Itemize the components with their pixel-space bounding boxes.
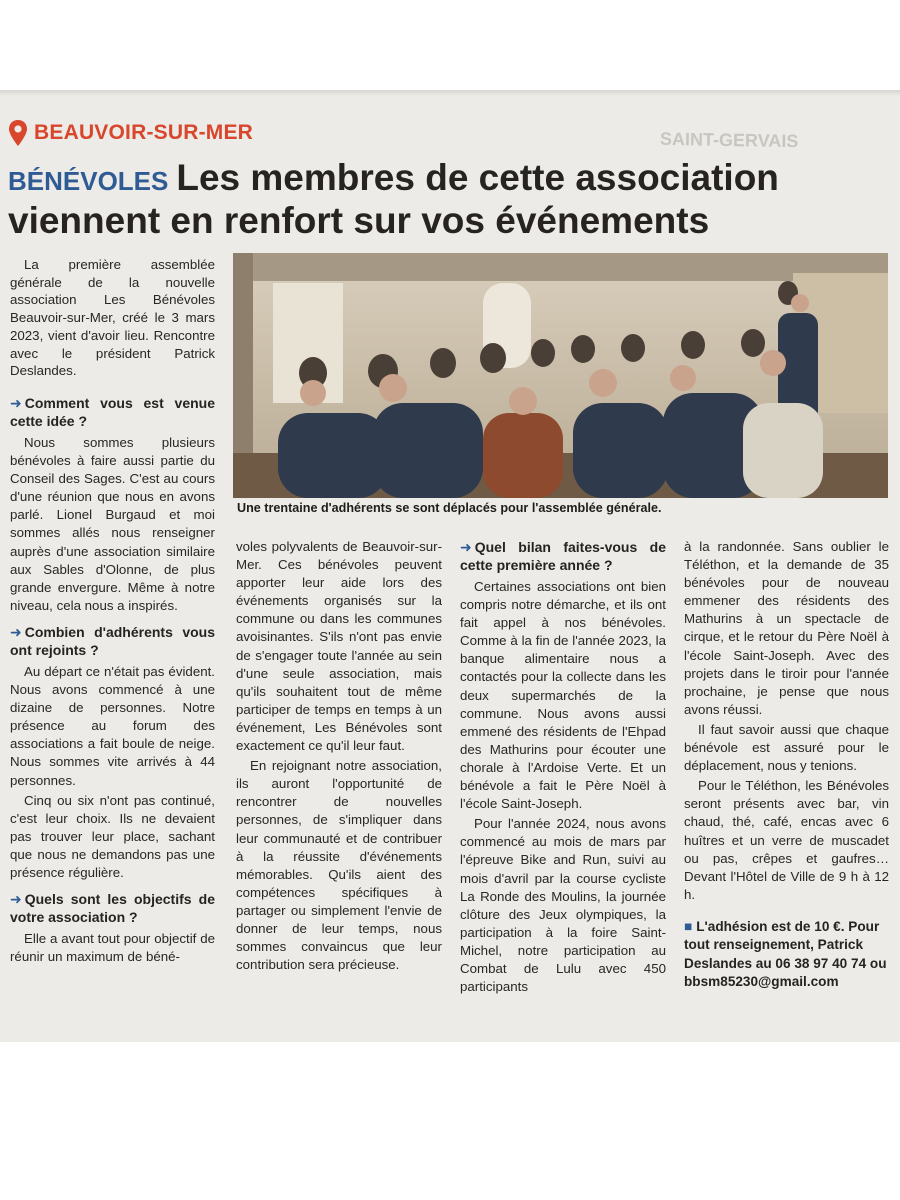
column-1 (10, 386, 215, 968)
bleed-through-text: SAINT-GERVAIS (659, 128, 799, 152)
answer-paragraph: Certaines associations ont bien compris notre démarche, et ils ont fait appel à nos bénévoles. Comme à la fin de l'année 2023, la banque alimentaire nous a contactés pour la collecte dans les deux supermarchés de la commune. Nous avons aussi emmené des résidents de l'Ehpad des Mathurins pour écouter une chorale à l'Ardoise Verte. Et un bénévole a fait le Père Noël à l'école Saint-Joseph. (460, 579, 666, 812)
location-header (8, 118, 253, 148)
article-intro (10, 256, 215, 380)
column-3 (460, 538, 666, 998)
question-heading: ➜ Comment vous est venue cette idée ? (10, 395, 215, 429)
arrow-icon: ➜ (460, 539, 472, 555)
location-pin-icon (8, 119, 28, 147)
answer-paragraph: Il faut savoir aussi que chaque bénévole est assuré pour le déplacement, nous y tenions. (684, 721, 889, 774)
answer-paragraph: Cinq ou six n'ont pas continué, c'est leur choix. Ils ne devaient pas trouver leur place, sachant que nous ne demandons pas une présence régulière. (10, 792, 215, 880)
arrow-icon: ➜ (10, 395, 22, 411)
headline-text-2: viennent en renfort sur vos événements (8, 200, 710, 241)
answer-paragraph: voles polyvalents de Beauvoir-sur-Mer. Ces bénévoles peuvent apporter leur aide lors des événements organisés sur la commune ou dans les communes avoisinantes. S'ils n'ont pas envie de s'engager toute l'année au sein d'une seule association, mais qu'ils souhaitent tout de même participer de temps en temps à un événement, Les Bénévoles sont exactement ce qu'il leur faut. (236, 539, 442, 754)
answer-paragraph: Au départ ce n'était pas évident. Nous avons commencé à une dizaine de personnes. Notre présence au forum des associations a fait boule de neige. Nous sommes vite arrivés à 44 personnes. (10, 663, 215, 788)
membership-info: ■ L'adhésion est de 10 €. Pour tout renseignement, Patrick Deslandes au 06 38 97 40 74 ou bbsm85230@gmail.com (684, 918, 887, 990)
answer-paragraph: Pour le Téléthon, les Bénévoles seront présents avec bar, vin chaud, thé, café, encas avec 6 huîtres et un verre de muscadet ou pas, crêpes et gaufres… Devant l'Hôtel de Ville de 9 h à 12 h. (684, 778, 889, 902)
headline-line-1 (8, 158, 888, 201)
square-bullet-icon: ■ (684, 918, 693, 934)
answer-paragraph: En rejoignant notre association, ils auront l'opportunité de rencontrer de nouvelles personnes, de s'impliquer dans leur communauté et de contribuer à la réussite d'événements mémorables. Qu'ils aient des compétences spécifiques à partager ou simplement l'envie de donner de leur temps, nous sommes convaincus que leur contribution sera précieuse. (236, 758, 442, 973)
location-name: BEAUVOIR-SUR-MER (34, 121, 254, 144)
question-heading: ➜ Quels sont les objectifs de votre association ? (10, 891, 215, 926)
arrow-icon: ➜ (10, 891, 22, 908)
headline-kicker: BÉNÉVOLES (8, 166, 169, 196)
scan-shadow (0, 90, 900, 96)
answer-paragraph: Elle a avant tout pour objectif de réunir un maximum de béné- (10, 931, 215, 965)
article-headline (8, 158, 888, 241)
arrow-icon: ➜ (10, 623, 22, 640)
photo-caption: Une trentaine d'adhérents se sont déplacés pour l'assemblée générale. (237, 501, 662, 515)
newspaper-clipping (0, 90, 900, 1042)
answer-paragraph: Nous sommes plusieurs bénévoles à faire aussi partie du Conseil des Sages. C'est au cours d'une réunion que nous en avons parlé. Lionel Burgaud et moi sommes allés nous renseigner auprès d'une association similaire aux Sables d'Olonne, de plus grande envergure. Même à notre niveau, cela nous a inspirés. (10, 435, 215, 613)
column-2 (236, 538, 442, 976)
question-heading: ➜ Quel bilan faites-vous de cette première année ? (460, 539, 666, 573)
answer-paragraph: Pour l'année 2024, nous avons commencé au mois de mars par l'épreuve Bike and Run, suivi au mois d'avril par la course cycliste La Ronde des Moulins, la journée clôture des Jeux olympiques, la participation à la foire Saint-Michel, notre participation au Combat de Lulu avec 450 participants (460, 816, 666, 995)
question-heading: ➜ Combien d'adhérents vous ont rejoints ? (10, 623, 215, 658)
answer-paragraph: à la randonnée. Sans oublier le Téléthon, et la demande de 35 bénévoles pour de nouveau emmener des résidents des Mathurins à un spectacle de cirque, et le retour du Père Noël à l'école Saint-Joseph. Avec des projets dans le tiroir pour l'année prochaine, je pense que nous avons réussi. (684, 539, 889, 717)
headline-text-1: Les membres de cette association (176, 157, 779, 198)
meeting-photo (233, 253, 888, 498)
intro-paragraph: La première assemblée générale de la nouvelle association Les Bénévoles Beauvoir-sur-Mer, créé le 3 mars 2023, vient d'avoir lieu. Rencontre avec le président Patrick Deslandes. (10, 257, 215, 379)
column-4 (684, 538, 889, 992)
